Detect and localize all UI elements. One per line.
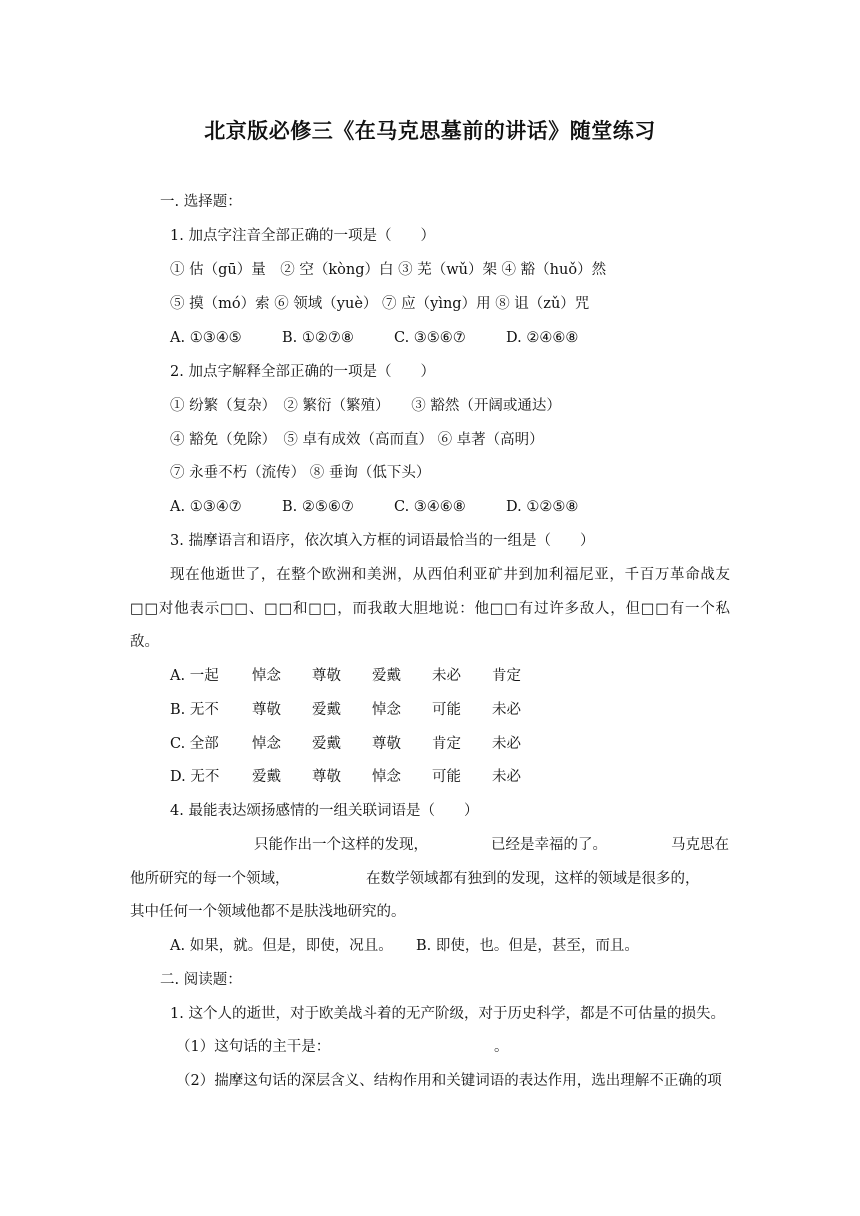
section-heading-reading: 二. 阅读题： xyxy=(160,972,242,988)
option-b: B. ②⑤⑥⑦ xyxy=(282,499,354,515)
option-word: 未必 xyxy=(432,668,461,684)
option-label: C. 全部 xyxy=(170,736,219,752)
question-4-options xyxy=(170,936,639,956)
option-label: A. 一起 xyxy=(170,668,219,684)
question-2-items-row-2: ④ 豁免（免除） ⑤ 卓有成效（高而直） ⑥ 卓著（高明） xyxy=(170,432,544,448)
question-2-items-row-3: ⑦ 永垂不朽（流传） ⑧ 垂询（低下头） xyxy=(170,465,431,481)
question-3-passage-line-1: 现在他逝世了，在整个欧洲和美洲，从西伯利亚矿井到加利福尼亚，千百万革命战友 xyxy=(170,567,730,583)
question-4-stem: 4. 最能表达颂扬感情的一组关联词语是（ ） xyxy=(170,803,479,819)
question-1-items-row-2: ⑤ 摸（mó）索 ⑥ 领域（yuè） ⑦ 应（yìng）用 ⑧ 诅（zǔ）咒 xyxy=(170,296,590,312)
option-word: 悼念 xyxy=(252,736,281,752)
option-a: A. ①③④⑤ xyxy=(170,330,242,346)
option-d: D. ①②⑤⑧ xyxy=(506,499,579,515)
question-2-items-row-1: ① 纷繁（复杂） ② 繁衍（繁殖） ③ 豁然（开阔或通达） xyxy=(170,398,561,414)
option-word: 悼念 xyxy=(252,668,281,684)
question-1-options xyxy=(170,328,578,348)
option-c: C. ③⑤⑥⑦ xyxy=(394,330,466,346)
option-word: 尊敬 xyxy=(372,736,401,752)
option-word: 未必 xyxy=(492,769,521,785)
option-word: 爱戴 xyxy=(372,668,401,684)
option-word: 尊敬 xyxy=(312,668,341,684)
question-2-stem: 2. 加点字解释全部正确的一项是（ ） xyxy=(170,364,435,380)
option-word: 尊敬 xyxy=(252,702,281,718)
question-4-passage-line-3: 其中任何一个领域他都不是肤浅地研究的。 xyxy=(130,904,406,920)
question-3-passage-line-3: 敌。 xyxy=(130,634,159,650)
option-b: B. 即使，也。但是，甚至，而且。 xyxy=(416,938,639,954)
question-3-passage-line-2: □□对他表示□□、□□和□□，而我敢大胆地说：他□□有过许多敌人，但□□有一个私 xyxy=(130,601,730,617)
option-word: 尊敬 xyxy=(312,769,341,785)
option-word: 肯定 xyxy=(432,736,461,752)
option-word: 肯定 xyxy=(492,668,521,684)
option-word: 可能 xyxy=(432,769,461,785)
question-3-option-a xyxy=(170,666,521,686)
option-word: 未必 xyxy=(492,702,521,718)
question-2-options xyxy=(170,497,578,517)
question-1-items-row-1: ① 估（gū）量 ② 空（kòng）白 ③ 芜（wǔ）架 ④ 豁（huǒ）然 xyxy=(170,262,607,278)
option-word: 爱戴 xyxy=(252,769,281,785)
option-word: 爱戴 xyxy=(312,736,341,752)
question-1-stem: 1. 加点字注音全部正确的一项是（ ） xyxy=(170,228,435,244)
question-3-option-b xyxy=(170,700,521,720)
question-4-passage-line-2-a: 他所研究的每一个领域， xyxy=(130,871,290,887)
option-label: B. 无不 xyxy=(170,702,219,718)
option-word: 可能 xyxy=(432,702,461,718)
option-b: B. ①②⑦⑧ xyxy=(282,330,354,346)
question-3-stem: 3. 揣摩语言和语序，依次填入方框的词语最恰当的一组是（ ） xyxy=(170,533,595,549)
question-4-passage-segment-3: 马克思在 xyxy=(671,837,729,853)
option-a: A. ①③④⑦ xyxy=(170,499,242,515)
option-word: 爱戴 xyxy=(312,702,341,718)
section-heading-choice: 一. 选择题： xyxy=(160,194,242,210)
page-title: 北京版必修三《在马克思墓前的讲话》随堂练习 xyxy=(204,118,656,143)
reading-question-1-sub-2: （2）揣摩这句话的深层含义、结构作用和关键词语的表达作用，选出理解不正确的项 xyxy=(176,1073,722,1089)
question-3-option-d xyxy=(170,767,521,787)
reading-question-1-sub-1-end: 。 xyxy=(494,1039,509,1055)
option-word: 悼念 xyxy=(372,769,401,785)
option-label: D. 无不 xyxy=(170,769,220,785)
option-d: D. ②④⑥⑧ xyxy=(506,330,579,346)
option-word: 悼念 xyxy=(372,702,401,718)
question-4-passage-segment-1: 只能作出一个这样的发现， xyxy=(254,837,428,853)
reading-question-1-sub-1: （1）这句话的主干是： xyxy=(176,1039,331,1055)
question-4-passage-line-2-b: 在数学领域都有独到的发现，这样的领域是很多的， xyxy=(366,871,700,887)
reading-question-1-stem: 1. 这个人的逝世，对于欧美战斗着的无产阶级，对于历史科学，都是不可估量的损失。 xyxy=(170,1006,725,1022)
option-a: A. 如果，就。但是，即使，况且。 xyxy=(170,938,393,954)
question-4-passage-segment-2: 已经是幸福的了。 xyxy=(491,837,607,853)
option-word: 未必 xyxy=(492,736,521,752)
question-3-option-c xyxy=(170,734,521,754)
option-c: C. ③④⑥⑧ xyxy=(394,499,466,515)
